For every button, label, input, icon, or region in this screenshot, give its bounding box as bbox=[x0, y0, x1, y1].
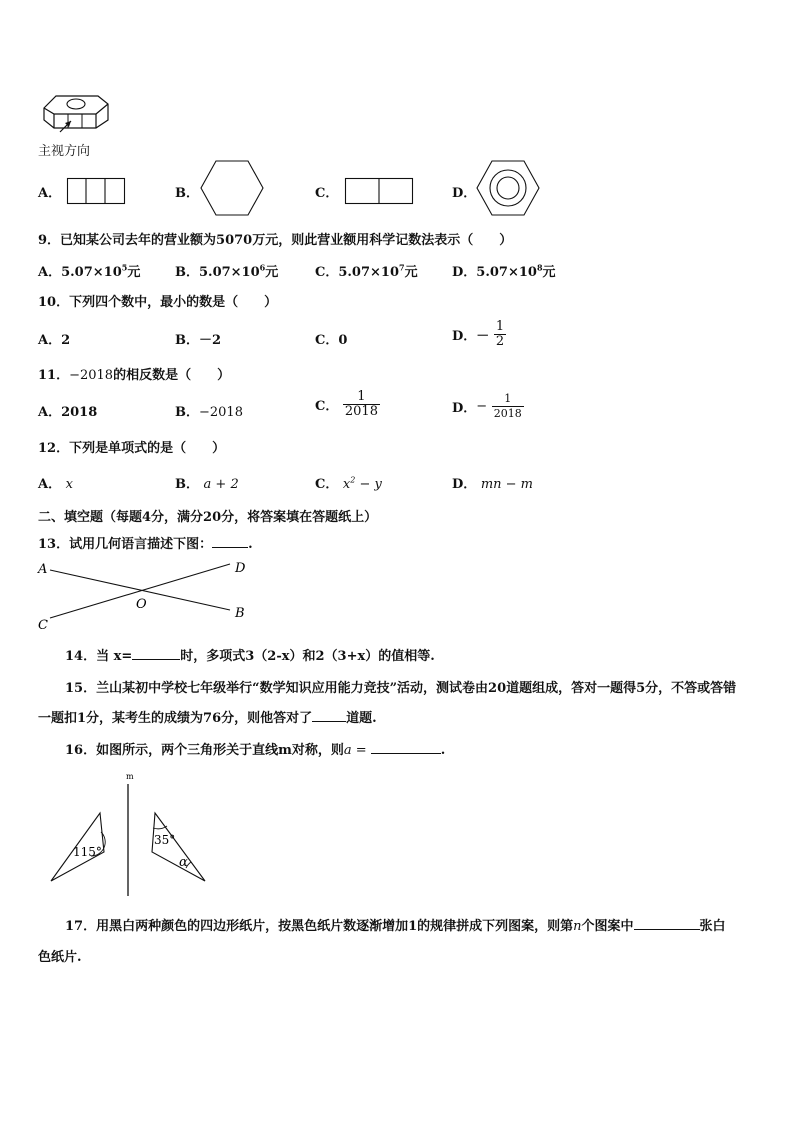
q12-stem: 12．下列是单项式的是（ ） bbox=[38, 441, 226, 456]
point-b-label: B bbox=[235, 606, 245, 621]
q11-option-b: B．−2018 bbox=[175, 405, 243, 420]
q8-option-d-label: D． bbox=[452, 186, 477, 201]
section-heading: 二、填空题（每题4分，满分20分，将答案填在答题纸上） bbox=[38, 510, 378, 525]
line-m-label: m bbox=[126, 772, 134, 781]
q12-option-a: A． x bbox=[38, 477, 73, 492]
hexagon-view-icon bbox=[200, 160, 264, 216]
angle-alpha-label: α bbox=[179, 855, 188, 870]
q11-stem: 11．−2018的相反数是（ ） bbox=[38, 368, 231, 383]
q10-option-b: B．－2 bbox=[175, 333, 222, 348]
q11-option-a: A．2018 bbox=[38, 405, 98, 420]
q9-option-b: B．$5.07\times 10^6$元 bbox=[175, 262, 279, 280]
q9-stem: 9．已知某公司去年的营业额为5070万元，则此营业额用科学记数法表示（ ） bbox=[38, 233, 513, 248]
q12-option-d: D． mn − m bbox=[452, 477, 533, 492]
q11-d-fraction: $\frac{1}{2018}$ bbox=[493, 392, 522, 420]
q9-option-a: A．$5.07\times 10^5$元 bbox=[38, 262, 141, 280]
q11-option-d: D．− $\frac{1}{2018}$ bbox=[452, 392, 522, 420]
hex-nut-figure bbox=[38, 88, 118, 148]
q13-answer-blank[interactable] bbox=[212, 535, 248, 548]
q10-option-a: A．2 bbox=[38, 333, 71, 348]
point-o-label: O bbox=[136, 597, 147, 612]
q8-option-c-label: C． bbox=[315, 186, 339, 201]
two-rectangle-view-icon bbox=[345, 178, 413, 204]
q10-option-c: C．0 bbox=[315, 333, 348, 348]
three-rectangle-view-icon bbox=[67, 178, 125, 204]
angle-35-label: 35° bbox=[154, 833, 176, 847]
q15-line1: 15．兰山某初中学校七年级举行“数学知识应用能力竞技”活动，测试卷由20道题组成，答对一题得5分，不答或答错 bbox=[65, 681, 737, 696]
q11-option-c: C． $\frac{1}{2018}$ bbox=[315, 389, 378, 419]
q17-line2: 色纸片. bbox=[38, 950, 82, 965]
q10-stem: 10．下列四个数中，最小的数是（ ） bbox=[38, 295, 278, 310]
q10-fraction: $\frac{1}{2}$ bbox=[495, 319, 505, 349]
hexagon-circle-view-icon bbox=[476, 160, 540, 216]
view-direction-label: 主视方向 bbox=[38, 144, 91, 159]
q9-option-c: C．$5.07\times 10^7$元 bbox=[315, 262, 418, 280]
q13-stem: 13．试用几何语言描述下图： . bbox=[38, 537, 253, 552]
point-a-label: A bbox=[38, 562, 48, 577]
q14-answer-blank[interactable] bbox=[132, 647, 180, 660]
q9-option-d: D．$5.07\times 10^8$元 bbox=[452, 262, 556, 280]
q15-line2: 一题扣1分，某考生的成绩为76分，则他答对了 道题. bbox=[38, 711, 377, 726]
q8-option-a-label: A． bbox=[38, 186, 62, 201]
q8-option-b-label: B． bbox=[175, 186, 199, 201]
symmetric-triangles-figure bbox=[48, 770, 214, 900]
q12-option-c: C． $x^2 - y$ bbox=[315, 475, 382, 492]
point-d-label: D bbox=[235, 561, 246, 576]
q12-option-b: B． a + 2 bbox=[175, 477, 239, 492]
q11-c-fraction: $\frac{1}{2018}$ bbox=[344, 389, 378, 419]
q10-option-d: D．－ $\frac{1}{2}$ bbox=[452, 319, 505, 349]
q16-answer-blank[interactable] bbox=[371, 741, 441, 754]
q17-answer-blank[interactable] bbox=[634, 917, 700, 930]
point-c-label: C bbox=[38, 618, 48, 633]
q14-stem: 14．当 x= 时，多项式3（2-x）和2（3+x）的值相等. bbox=[65, 649, 435, 664]
intersecting-lines-figure bbox=[36, 558, 256, 632]
angle-115-label: 115° bbox=[73, 845, 102, 859]
q16-stem: 16．如图所示，两个三角形关于直线m对称，则a = . bbox=[65, 743, 446, 758]
q17-line1: 17．用黑白两种颜色的四边形纸片，按黑色纸片数逐渐增加1的规律拼成下列图案，则第n个图案中 张白 bbox=[65, 919, 726, 934]
q15-answer-blank[interactable] bbox=[312, 709, 346, 722]
